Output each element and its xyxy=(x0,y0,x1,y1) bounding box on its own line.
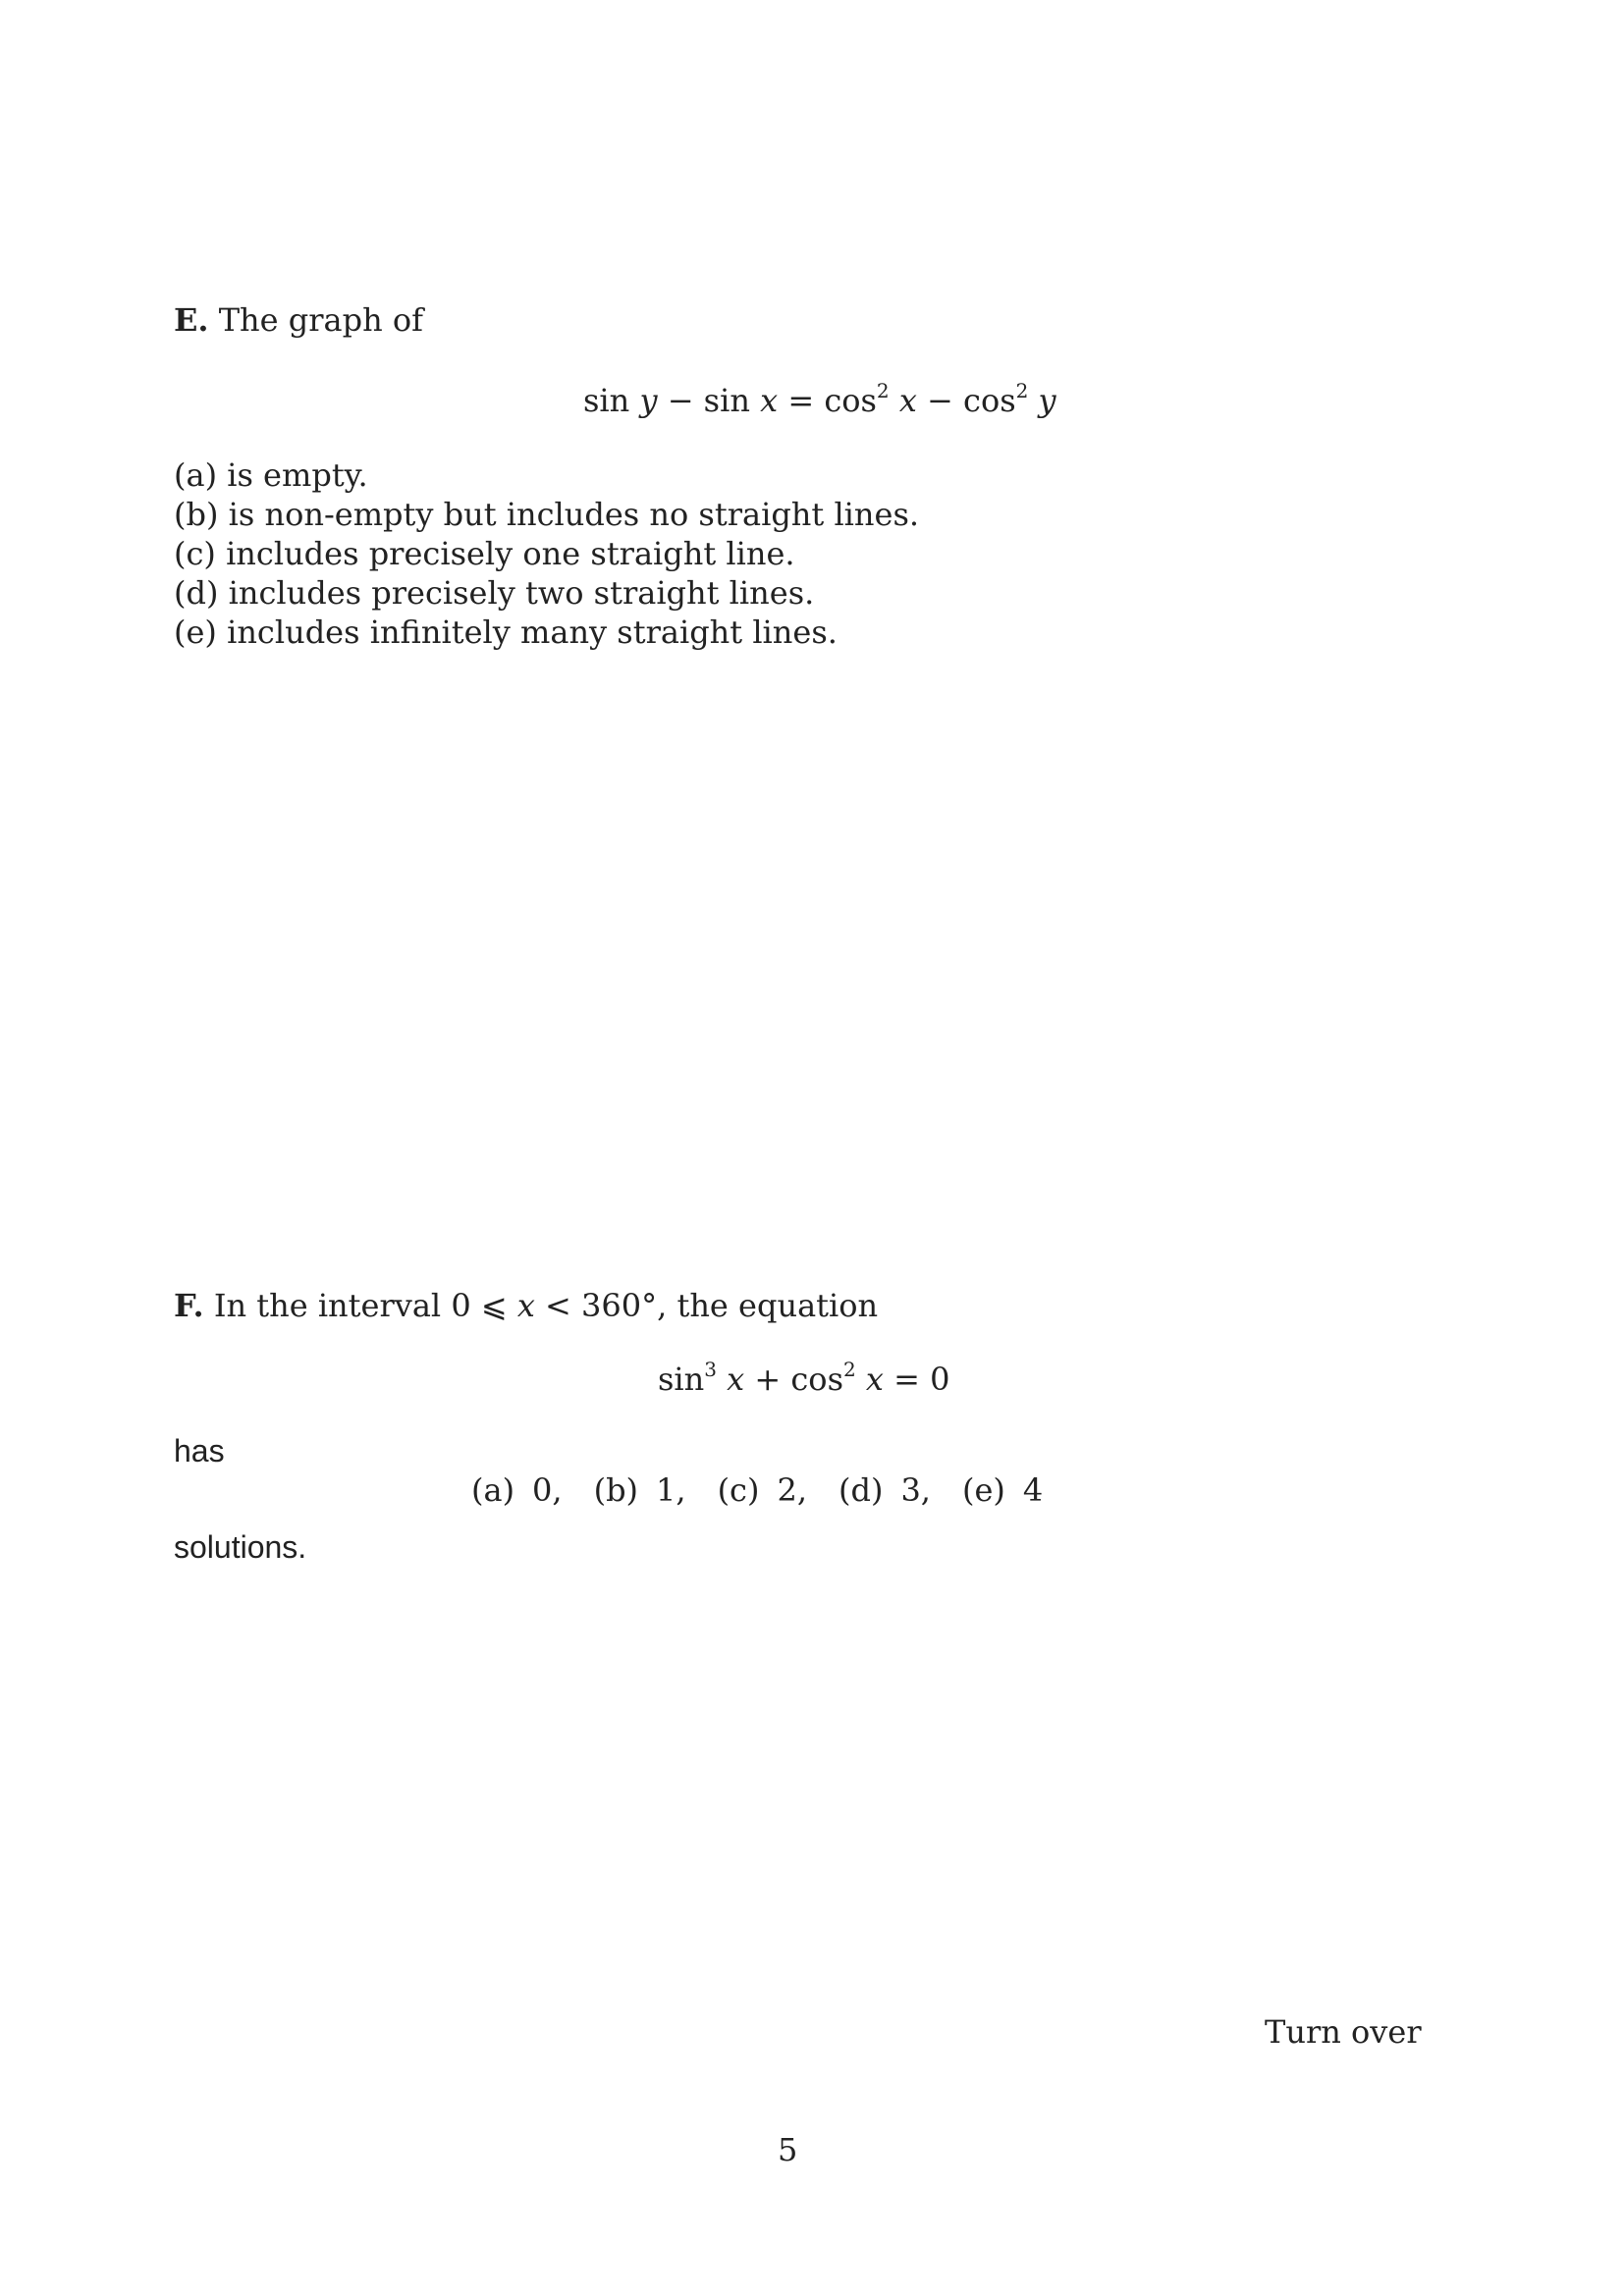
option-e-c: (c) includes precisely one straight line. xyxy=(174,535,795,572)
question-f-intro-suffix: < 360°, the equation xyxy=(545,1287,879,1324)
option-e-b: (b) is non-empty but includes no straight lines. xyxy=(174,496,920,533)
eq-f-sin: sin xyxy=(658,1361,705,1398)
eq-e-var-y-2: y xyxy=(1038,382,1056,419)
eq-e-cos-2: cos xyxy=(963,382,1016,419)
page-number: 5 xyxy=(778,2131,798,2168)
choice-d-letter: (d) xyxy=(838,1471,884,1509)
question-e-label: E. xyxy=(174,301,209,339)
question-f-has: has xyxy=(174,1433,225,1468)
option-e-d: (d) includes precisely two straight lines. xyxy=(174,574,815,612)
choice-e-letter: (e) xyxy=(961,1471,1005,1509)
eq-f-exp-1: 3 xyxy=(704,1358,717,1381)
question-f-intro-prefix: In the interval 0 ⩽ xyxy=(213,1287,508,1324)
eq-e-exp-1: 2 xyxy=(876,379,890,402)
eq-f-var-x-1: x xyxy=(727,1361,745,1398)
question-e-options xyxy=(174,455,919,652)
choice-a-value: 0, xyxy=(532,1471,563,1509)
question-e-intro: The graph of xyxy=(218,301,423,339)
eq-f-equals-zero: = 0 xyxy=(893,1361,950,1398)
eq-e-minus-2: − xyxy=(927,382,953,419)
eq-e-equals: = xyxy=(787,382,815,419)
eq-f-exp-2: 2 xyxy=(842,1358,856,1381)
choice-e-value: 4 xyxy=(1022,1471,1044,1509)
option-e-a: (a) is empty. xyxy=(174,456,368,494)
eq-e-var-x-1: x xyxy=(760,382,779,419)
question-e-equation xyxy=(583,381,1056,420)
choice-b-value: 1, xyxy=(656,1471,686,1509)
choice-a-letter: (a) xyxy=(471,1471,515,1509)
turn-over-label: Turn over xyxy=(1265,2013,1422,2051)
eq-f-cos: cos xyxy=(790,1361,843,1398)
eq-e-var-y-1: y xyxy=(639,382,658,419)
choice-c-value: 2, xyxy=(777,1471,807,1509)
option-e-e: (e) includes infinitely many straight lines. xyxy=(174,614,838,651)
question-f-intro-var: x xyxy=(516,1287,535,1324)
eq-e-sin-1: sin xyxy=(583,382,630,419)
eq-e-minus-1: − xyxy=(667,382,694,419)
eq-e-cos-1: cos xyxy=(824,382,877,419)
question-f-choices xyxy=(471,1470,1043,1510)
question-f-equation xyxy=(658,1360,949,1399)
question-e-heading xyxy=(174,300,423,340)
question-f-heading xyxy=(174,1286,878,1325)
question-f-solutions: solutions. xyxy=(174,1529,307,1565)
eq-e-exp-2: 2 xyxy=(1015,379,1029,402)
eq-f-plus: + xyxy=(754,1361,782,1398)
eq-f-var-x-2: x xyxy=(865,1361,884,1398)
choice-d-value: 3, xyxy=(900,1471,931,1509)
choice-b-letter: (b) xyxy=(593,1471,639,1509)
eq-e-sin-2: sin xyxy=(703,382,750,419)
question-f-label: F. xyxy=(174,1287,204,1324)
choice-c-letter: (c) xyxy=(717,1471,760,1509)
eq-e-var-x-2: x xyxy=(898,382,917,419)
